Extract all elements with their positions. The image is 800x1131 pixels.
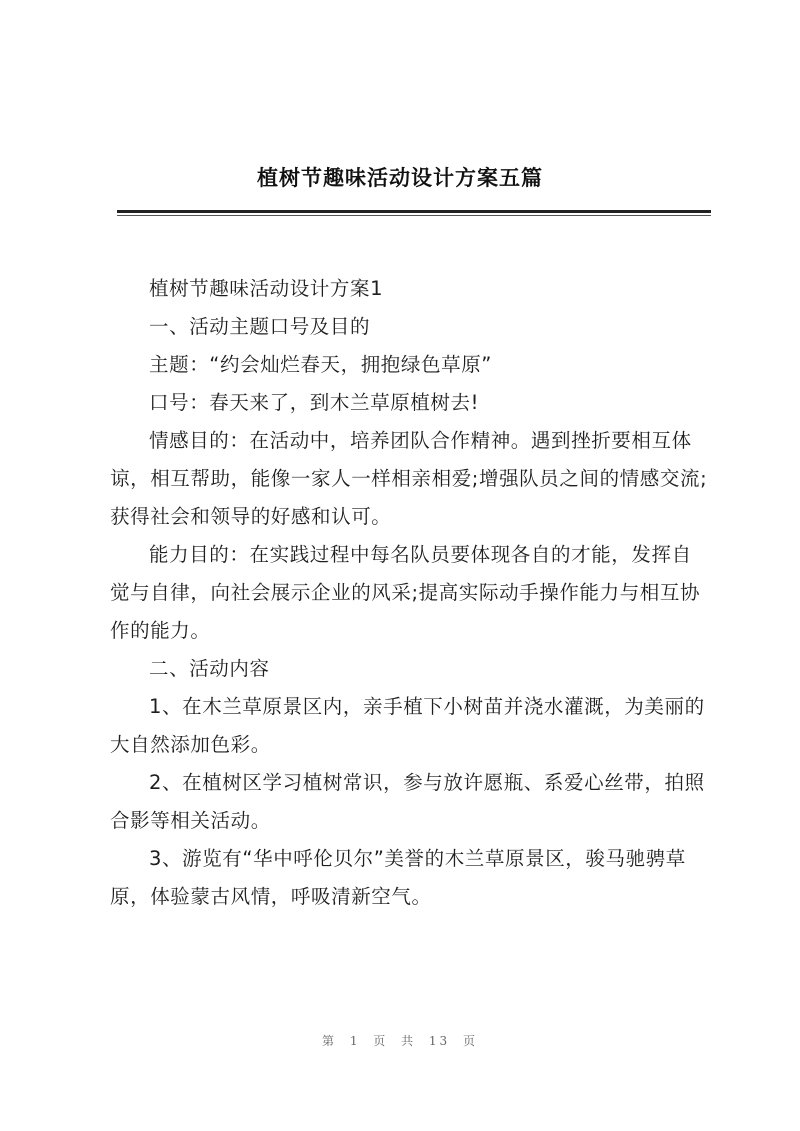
page-footer: 第 1 页 共 13 页 bbox=[322, 1034, 478, 1048]
theme-line: 主题：“约会灿烂春天，拥抱绿色草原” bbox=[149, 353, 493, 376]
activity-item: 3、游览有“华中呼伦贝尔”美誉的木兰草原景区，骏马驰骋草原，体验蒙古风情，呼吸清新空气。 bbox=[110, 847, 686, 908]
subsection-heading: 二、活动内容 bbox=[149, 657, 270, 680]
document-body bbox=[110, 270, 710, 916]
activity-item: 2、在植树区学习植树常识，参与放许愿瓶、系爱心丝带，拍照合影等相关活动。 bbox=[110, 771, 705, 832]
document-title: 植树节趣味活动设计方案五篇 bbox=[257, 165, 543, 190]
ability-goal-paragraph: 能力目的：在实践过程中每名队员要体现各自的才能，发挥自觉与自律，向社会展示企业的风采;提高实际动手操作能力与相互协作的能力。 bbox=[110, 543, 701, 642]
subsection-heading: 一、活动主题口号及目的 bbox=[149, 315, 371, 338]
title-divider bbox=[117, 210, 711, 213]
slogan-line: 口号：春天来了，到木兰草原植树去! bbox=[149, 391, 480, 414]
activity-item: 1、在木兰草原景区内，亲手植下小树苗并浇水灌溉，为美丽的大自然添加色彩。 bbox=[110, 695, 705, 756]
emotional-goal-paragraph: 情感目的：在活动中，培养团队合作精神。遇到挫折要相互体谅，相互帮助，能像一家人一样相亲相爱;增强队员之间的情感交流;获得社会和领导的好感和认可。 bbox=[110, 429, 708, 528]
title-divider-thin bbox=[117, 215, 711, 216]
section-heading: 植树节趣味活动设计方案1 bbox=[149, 277, 384, 300]
